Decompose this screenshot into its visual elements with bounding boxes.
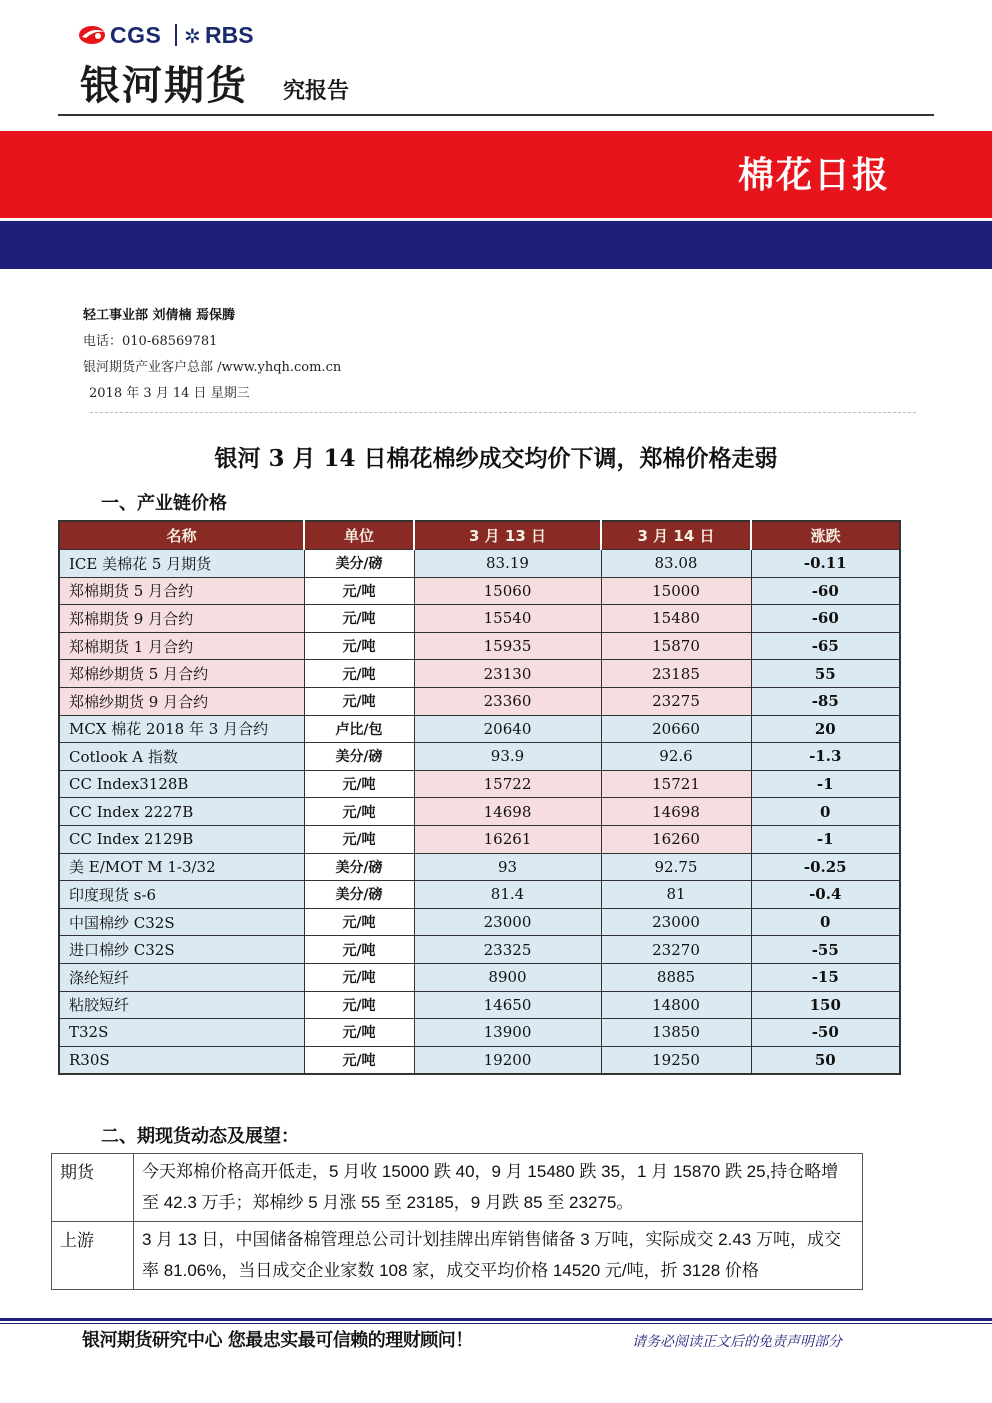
cell-mar14: 23270 <box>601 936 751 964</box>
cell-mar14: 8885 <box>601 963 751 991</box>
cell-name: 中国棉纱 C32S <box>59 908 304 936</box>
cell-unit: 元/吨 <box>304 577 414 605</box>
cell-change: -15 <box>751 963 900 991</box>
cell-mar13: 93.9 <box>414 743 601 771</box>
report-type: 究报告 <box>283 79 350 104</box>
cell-mar14: 15000 <box>601 577 751 605</box>
cell-name: 进口棉纱 C32S <box>59 936 304 964</box>
phone-line: 电话：010-68569781 <box>83 334 218 349</box>
table-row <box>59 991 900 1019</box>
cell-name: CC Index 2129B <box>59 825 304 853</box>
footer-disclaimer: 请务必阅读正文后的免责声明部分 <box>632 1334 842 1350</box>
cell-change: -1.3 <box>751 743 900 771</box>
footer-slogan: 银河期货研究中心 您最忠实最可信赖的理财顾问！ <box>82 1330 473 1351</box>
table-row <box>59 825 900 853</box>
table-row <box>59 687 900 715</box>
cell-name: CC Index 2227B <box>59 798 304 826</box>
cell-name: 郑棉纱期货 5 月合约 <box>59 660 304 688</box>
author-line: 轻工事业部 刘倩楠 焉保腾 <box>83 308 236 323</box>
logo-cgs-text: CGS <box>110 22 162 48</box>
cell-change: -1 <box>751 770 900 798</box>
cell-name: 郑棉期货 5 月合约 <box>59 577 304 605</box>
column-header-mar14: 3 月 14 日 <box>601 521 751 550</box>
table-row <box>59 798 900 826</box>
cell-name: 郑棉期货 9 月合约 <box>59 605 304 633</box>
section-title-prices: 一、产业链价格 <box>101 493 227 514</box>
outlook-text-upstream: 3 月 13 日，中国储备棉管理总公司计划挂牌出库销售储备 3 万吨，实际成交 2.43 万吨，成交率 81.06%，当日成交企业家数 108 家，成交平均价格 14520 元/吨，折 3128 价格 <box>134 1222 863 1290</box>
cell-unit: 美分/磅 <box>304 881 414 909</box>
cell-unit: 元/吨 <box>304 798 414 826</box>
banner-title: 棉花日报 <box>737 155 890 196</box>
footer-divider <box>0 1318 992 1321</box>
cell-name: 郑棉期货 1 月合约 <box>59 632 304 660</box>
cell-unit: 元/吨 <box>304 1019 414 1047</box>
cell-mar13: 83.19 <box>414 550 601 578</box>
cell-mar14: 92.75 <box>601 853 751 881</box>
outlook-table <box>51 1153 863 1290</box>
cell-name: CC Index3128B <box>59 770 304 798</box>
table-row <box>59 550 900 578</box>
cell-mar14: 23275 <box>601 687 751 715</box>
cell-mar13: 93 <box>414 853 601 881</box>
cell-name: 粘胶短纤 <box>59 991 304 1019</box>
table-row <box>52 1154 863 1222</box>
rbs-logo-icon: ✲ <box>184 24 201 48</box>
cell-mar13: 14650 <box>414 991 601 1019</box>
cell-change: -0.4 <box>751 881 900 909</box>
cell-change: 150 <box>751 991 900 1019</box>
table-row <box>59 908 900 936</box>
table-header-row <box>59 521 900 550</box>
banner-navy-band <box>0 221 992 269</box>
cell-mar13: 15060 <box>414 577 601 605</box>
cell-change: 0 <box>751 908 900 936</box>
cell-name: 印度现货 s-6 <box>59 881 304 909</box>
cell-mar14: 14800 <box>601 991 751 1019</box>
cell-mar13: 81.4 <box>414 881 601 909</box>
column-header-name: 名称 <box>59 521 304 550</box>
table-row <box>59 853 900 881</box>
cell-name: 美 E/MOT M 1-3/32 <box>59 853 304 881</box>
cell-change: 20 <box>751 715 900 743</box>
section-title-outlook: 二、期现货动态及展望： <box>101 1126 299 1147</box>
table-row <box>59 715 900 743</box>
cell-mar14: 15721 <box>601 770 751 798</box>
cell-change: -50 <box>751 1019 900 1047</box>
column-header-unit: 单位 <box>304 521 414 550</box>
cell-mar14: 20660 <box>601 715 751 743</box>
cell-change: 0 <box>751 798 900 826</box>
cell-mar13: 23360 <box>414 687 601 715</box>
cell-name: ICE 美棉花 5 月期货 <box>59 550 304 578</box>
cell-unit: 美分/磅 <box>304 743 414 771</box>
website-line: 银河期货产业客户总部 /www.yhqh.com.cn <box>83 360 342 375</box>
table-row <box>59 660 900 688</box>
cell-name: T32S <box>59 1019 304 1047</box>
table-row <box>59 632 900 660</box>
cell-name: Cotlook A 指数 <box>59 743 304 771</box>
table-row <box>59 936 900 964</box>
price-table <box>58 520 901 1075</box>
cell-unit: 元/吨 <box>304 991 414 1019</box>
cell-unit: 美分/磅 <box>304 853 414 881</box>
cell-mar13: 15540 <box>414 605 601 633</box>
table-row <box>59 770 900 798</box>
company-name: 银河期货 <box>80 63 248 109</box>
cell-unit: 元/吨 <box>304 936 414 964</box>
main-title: 银河 3 月 14 日棉花棉纱成交均价下调，郑棉价格走弱 <box>214 445 778 472</box>
cell-unit: 元/吨 <box>304 660 414 688</box>
cell-mar13: 15935 <box>414 632 601 660</box>
column-header-change: 涨跌 <box>751 521 900 550</box>
cell-unit: 元/吨 <box>304 1046 414 1074</box>
cell-change: -0.11 <box>751 550 900 578</box>
cell-unit: 元/吨 <box>304 825 414 853</box>
cell-unit: 美分/磅 <box>304 550 414 578</box>
cell-change: 50 <box>751 1046 900 1074</box>
table-row <box>59 1046 900 1074</box>
footer-divider-thin <box>0 1323 992 1324</box>
outlook-label-futures: 期货 <box>52 1154 134 1222</box>
table-row <box>59 743 900 771</box>
cell-mar14: 16260 <box>601 825 751 853</box>
report-date: 2018 年 3 月 14 日 星期三 <box>89 386 250 401</box>
cell-unit: 元/吨 <box>304 632 414 660</box>
cell-unit: 元/吨 <box>304 687 414 715</box>
table-row <box>59 577 900 605</box>
cell-name: MCX 棉花 2018 年 3 月合约 <box>59 715 304 743</box>
cell-mar13: 23000 <box>414 908 601 936</box>
cell-mar13: 8900 <box>414 963 601 991</box>
cell-mar14: 23000 <box>601 908 751 936</box>
cell-mar13: 23130 <box>414 660 601 688</box>
cell-change: -55 <box>751 936 900 964</box>
cell-mar13: 16261 <box>414 825 601 853</box>
cell-unit: 元/吨 <box>304 908 414 936</box>
cell-mar13: 13900 <box>414 1019 601 1047</box>
cell-mar14: 19250 <box>601 1046 751 1074</box>
table-row <box>59 963 900 991</box>
cgs-logo-swirl-icon <box>78 24 108 46</box>
cell-mar14: 83.08 <box>601 550 751 578</box>
cell-unit: 元/吨 <box>304 770 414 798</box>
cell-mar13: 23325 <box>414 936 601 964</box>
cell-change: -0.25 <box>751 853 900 881</box>
cell-change: -65 <box>751 632 900 660</box>
cell-name: R30S <box>59 1046 304 1074</box>
cell-change: -60 <box>751 605 900 633</box>
cell-unit: 元/吨 <box>304 605 414 633</box>
cell-unit: 元/吨 <box>304 963 414 991</box>
column-header-mar13: 3 月 13 日 <box>414 521 601 550</box>
cell-mar14: 23185 <box>601 660 751 688</box>
cell-change: -1 <box>751 825 900 853</box>
cell-name: 涤纶短纤 <box>59 963 304 991</box>
cell-mar13: 14698 <box>414 798 601 826</box>
outlook-text-futures: 今天郑棉价格高开低走，5 月收 15000 跌 40，9 月 15480 跌 35，1 月 15870 跌 25,持仓略增至 42.3 万手；郑棉纱 5 月涨 55 至 23185，9 月跌 85 至 23275。 <box>134 1154 863 1222</box>
cell-unit: 卢比/包 <box>304 715 414 743</box>
cell-mar14: 13850 <box>601 1019 751 1047</box>
cell-change: -60 <box>751 577 900 605</box>
cell-mar13: 20640 <box>414 715 601 743</box>
outlook-label-upstream: 上游 <box>52 1222 134 1290</box>
cell-change: 55 <box>751 660 900 688</box>
cell-mar14: 81 <box>601 881 751 909</box>
table-row <box>59 605 900 633</box>
table-row <box>52 1222 863 1290</box>
meta-divider <box>90 412 916 413</box>
table-row <box>59 881 900 909</box>
cell-mar13: 19200 <box>414 1046 601 1074</box>
cell-change: -85 <box>751 687 900 715</box>
header-divider <box>58 114 934 116</box>
cell-name: 郑棉纱期货 9 月合约 <box>59 687 304 715</box>
cell-mar14: 15870 <box>601 632 751 660</box>
cell-mar14: 15480 <box>601 605 751 633</box>
logo-rbs-text: RBS <box>205 22 254 48</box>
table-row <box>59 1019 900 1047</box>
cell-mar13: 15722 <box>414 770 601 798</box>
cell-mar14: 14698 <box>601 798 751 826</box>
logo-separator <box>175 24 177 46</box>
cell-mar14: 92.6 <box>601 743 751 771</box>
